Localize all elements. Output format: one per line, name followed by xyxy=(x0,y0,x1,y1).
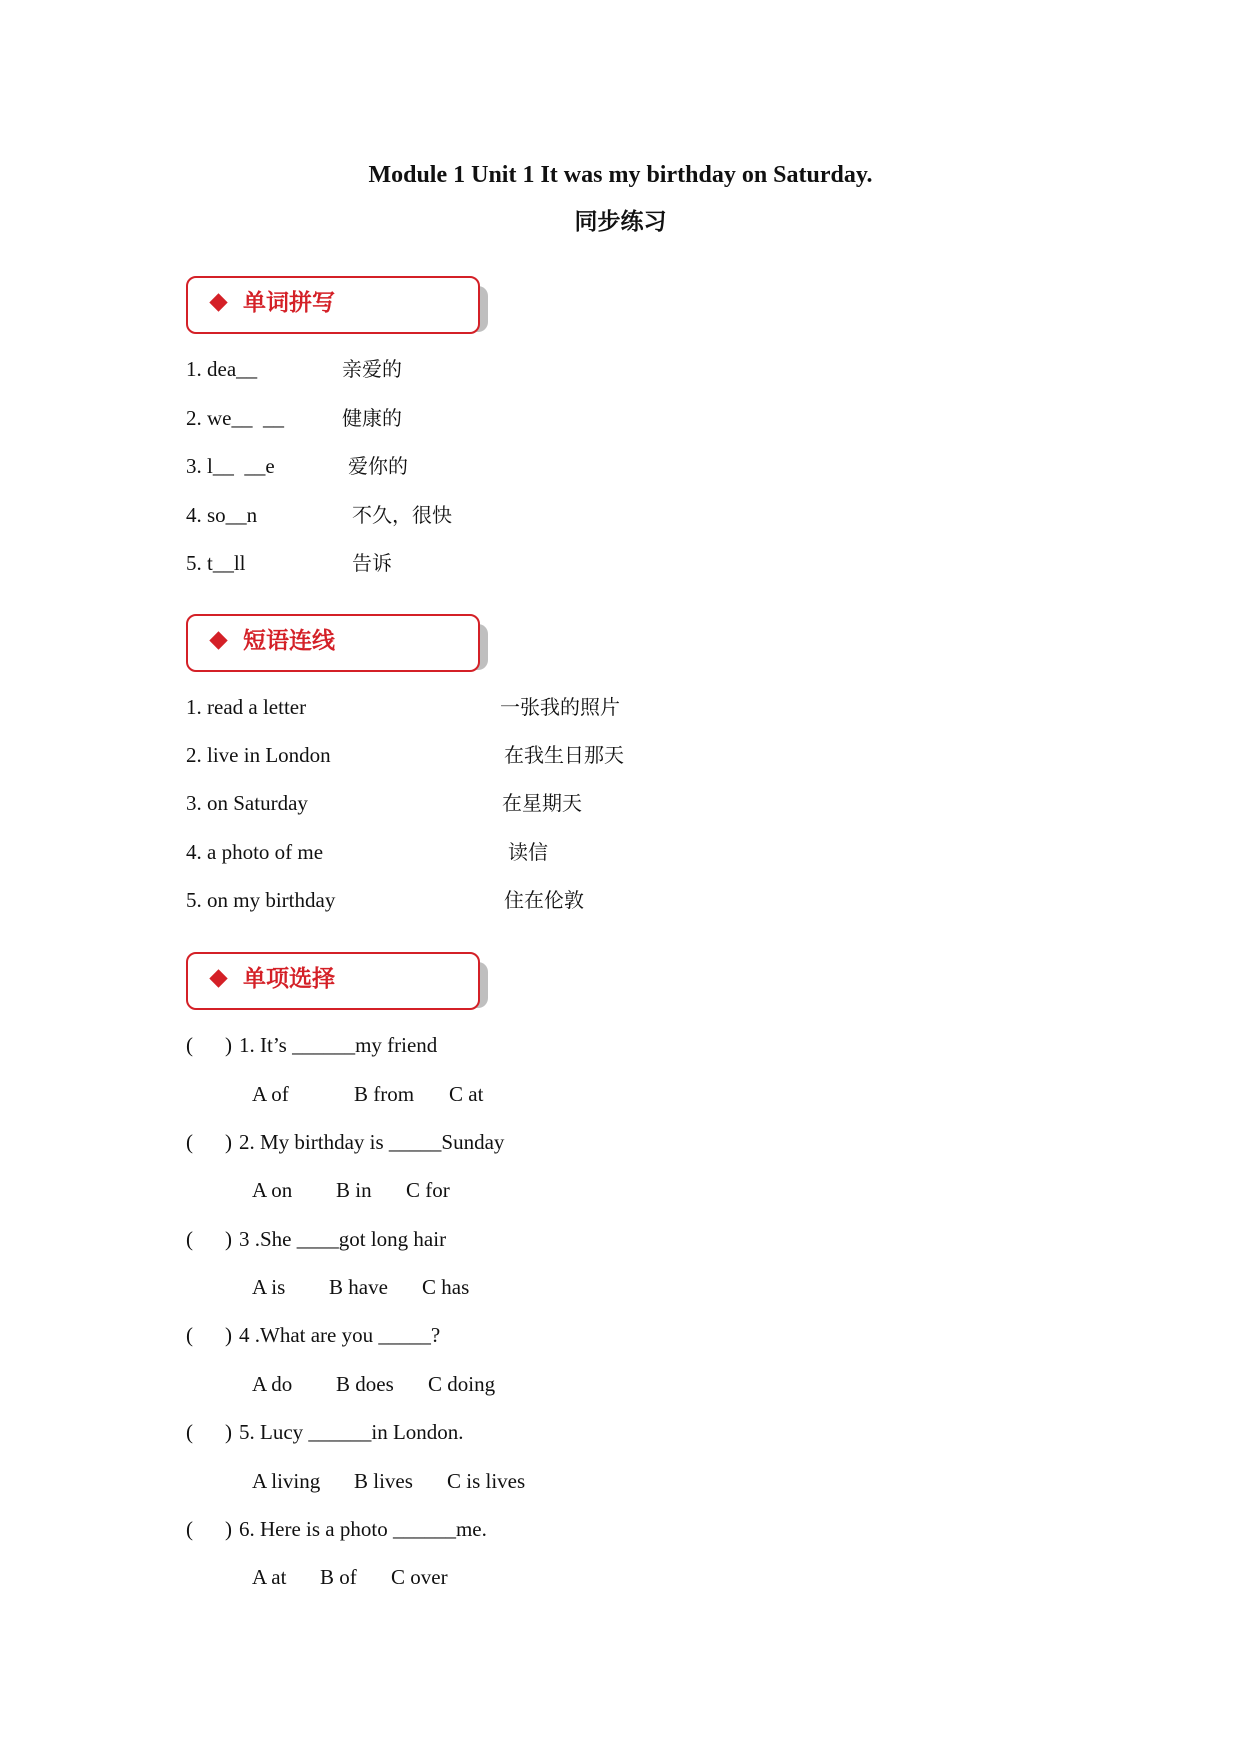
answer-bracket-close: ) xyxy=(225,1323,232,1347)
question-text: 3 .She ____got long hair xyxy=(239,1227,447,1251)
answer-bracket-close: ) xyxy=(225,1420,232,1444)
option-c: C for xyxy=(406,1178,450,1202)
option-a: A do xyxy=(252,1372,293,1396)
option-c: C has xyxy=(422,1275,470,1299)
matching-phrase: 3. on Saturday xyxy=(186,791,308,815)
option-a: A is xyxy=(252,1275,286,1299)
answer-bracket-close: ) xyxy=(225,1130,232,1154)
spelling-word: 5. t__ll xyxy=(186,551,246,575)
question-text: 6. Here is a photo ______me. xyxy=(239,1517,487,1541)
spelling-meaning: 不久，很快 xyxy=(352,503,452,527)
answer-bracket-open: ( xyxy=(186,1420,193,1444)
option-a: A of xyxy=(252,1082,289,1106)
question-text: 5. Lucy ______in London. xyxy=(239,1420,464,1444)
matching-phrase: 1. read a letter xyxy=(186,695,307,719)
answer-bracket-close: ) xyxy=(225,1517,232,1541)
answer-bracket-open: ( xyxy=(186,1517,193,1541)
option-a: A on xyxy=(252,1178,293,1202)
question-text: 2. My birthday is _____Sunday xyxy=(239,1130,505,1154)
spelling-word: 1. dea__ xyxy=(186,357,258,381)
option-b: B does xyxy=(336,1372,394,1396)
section-title: 单词拼写 xyxy=(243,290,335,316)
answer-bracket-open: ( xyxy=(186,1033,193,1057)
spelling-meaning: 亲爱的 xyxy=(342,357,402,381)
option-b: B in xyxy=(336,1178,372,1202)
option-b: B lives xyxy=(354,1469,413,1493)
matching-phrase: 5. on my birthday xyxy=(186,888,336,912)
option-c: C doing xyxy=(428,1372,496,1396)
spelling-word: 4. so__n xyxy=(186,503,258,527)
question-text: 4 .What are you _____? xyxy=(239,1323,441,1347)
spelling-word: 3. l__ __e xyxy=(186,454,275,478)
matching-meaning: 一张我的照片 xyxy=(500,695,620,719)
section-header-spelling xyxy=(186,276,498,338)
matching-meaning: 读信 xyxy=(508,840,548,864)
matching-meaning: 在我生日那天 xyxy=(504,743,624,767)
document-title: Module 1 Unit 1 It was my birthday on Saturday. xyxy=(368,162,873,188)
matching-phrase: 4. a photo of me xyxy=(186,840,324,864)
question-text: 1. It’s ______my friend xyxy=(239,1033,438,1057)
matching-meaning: 住在伦敦 xyxy=(504,888,584,912)
option-b: B have xyxy=(329,1275,388,1299)
spelling-meaning: 爱你的 xyxy=(348,454,408,478)
document-subtitle: 同步练习 xyxy=(574,209,667,235)
answer-bracket-close: ) xyxy=(225,1227,232,1251)
option-a: A living xyxy=(252,1469,321,1493)
section-title: 短语连线 xyxy=(243,628,335,654)
option-c: C over xyxy=(391,1565,448,1589)
spelling-meaning: 健康的 xyxy=(342,406,402,430)
option-b: B of xyxy=(320,1565,357,1589)
section-header-matching xyxy=(186,614,498,676)
answer-bracket-open: ( xyxy=(186,1130,193,1154)
answer-bracket-open: ( xyxy=(186,1227,193,1251)
section-title: 单项选择 xyxy=(243,966,335,992)
answer-bracket-close: ) xyxy=(225,1033,232,1057)
matching-meaning: 在星期天 xyxy=(502,791,582,815)
spelling-word: 2. we__ __ xyxy=(186,406,284,430)
option-a: A at xyxy=(252,1565,287,1589)
option-c: C is lives xyxy=(447,1469,526,1493)
section-header-choice xyxy=(186,952,498,1014)
matching-phrase: 2. live in London xyxy=(186,743,331,767)
option-c: C at xyxy=(449,1082,484,1106)
spelling-meaning: 告诉 xyxy=(352,551,392,575)
answer-bracket-open: ( xyxy=(186,1323,193,1347)
option-b: B from xyxy=(354,1082,415,1106)
